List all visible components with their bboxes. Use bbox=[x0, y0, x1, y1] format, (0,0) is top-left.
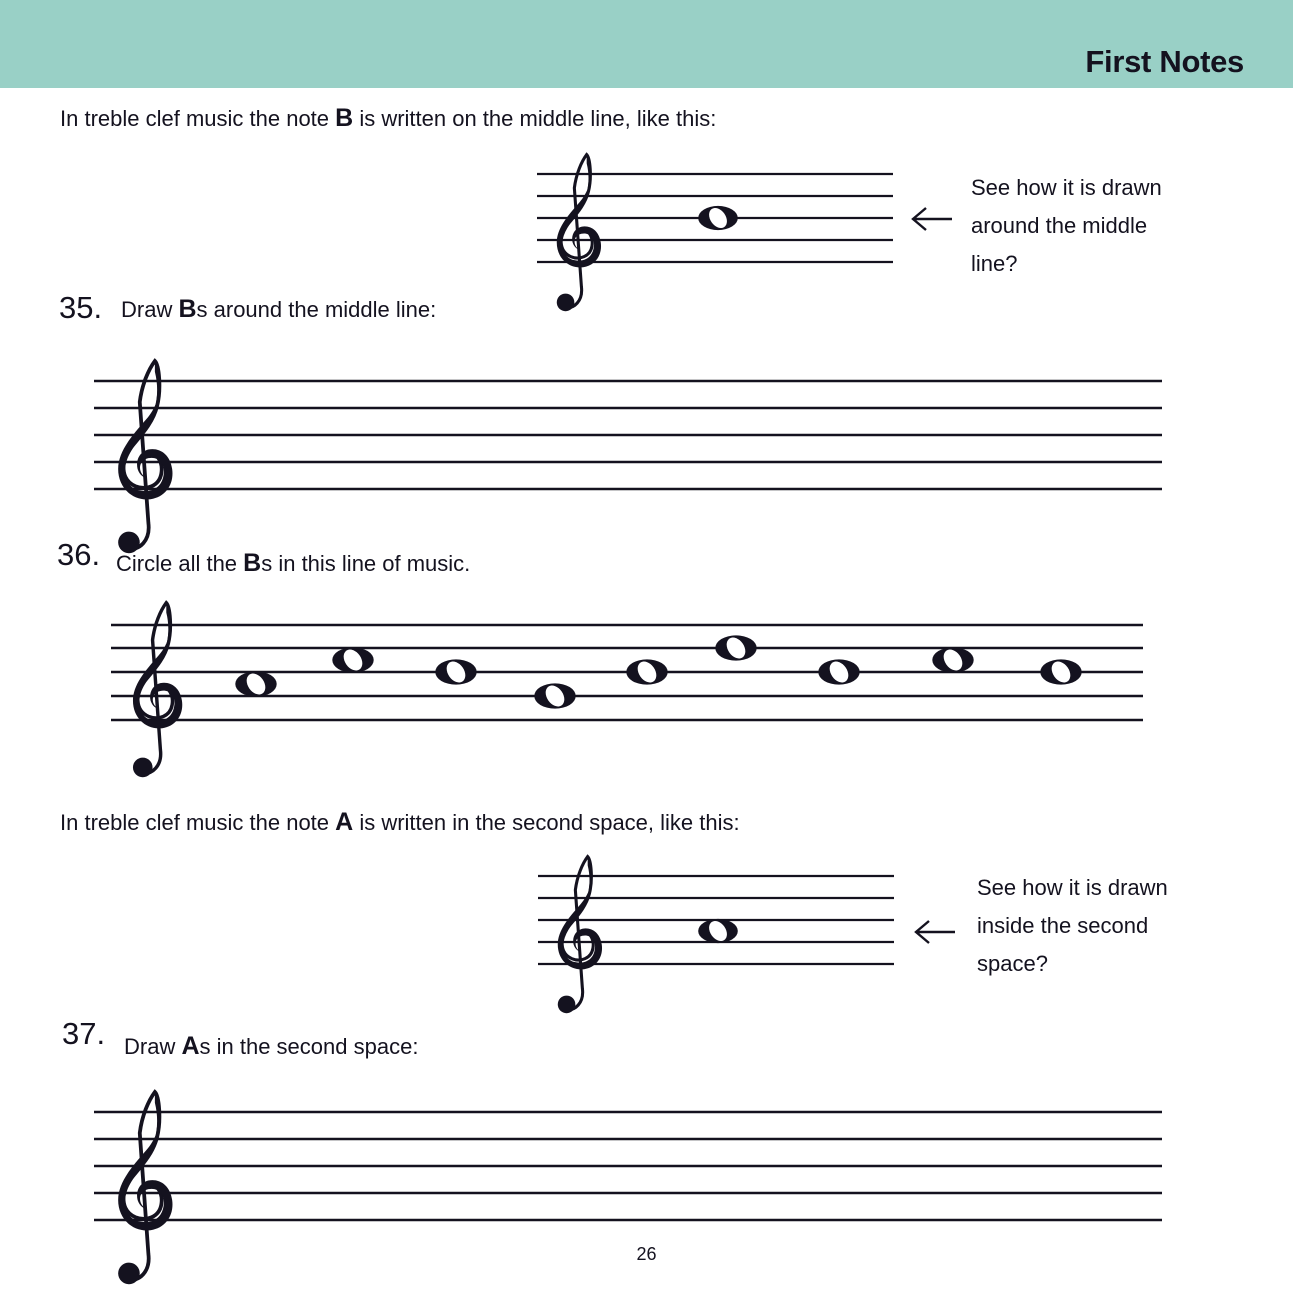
treble-clef-icon bbox=[133, 603, 182, 777]
example-staff-b bbox=[537, 130, 897, 300]
side-note-line: See how it is drawn bbox=[971, 175, 1162, 200]
example-staff-a bbox=[538, 832, 898, 1002]
q37-post: s in the second space: bbox=[199, 1034, 419, 1059]
q35-pre: Draw bbox=[121, 297, 179, 322]
question-number-36: 36. bbox=[57, 537, 101, 572]
q36-pre: Circle all the bbox=[116, 551, 244, 576]
page-header bbox=[0, 0, 1293, 88]
side-note-line: line? bbox=[971, 251, 1018, 276]
b-intro-pre: In treble clef music the note bbox=[60, 106, 336, 131]
q36-instruction bbox=[116, 549, 470, 578]
whole-note-g[interactable] bbox=[534, 682, 575, 710]
question-number-37: 37. bbox=[62, 1016, 106, 1051]
b-side-note bbox=[971, 169, 1201, 283]
b-intro-post: is written on the middle line, like this: bbox=[353, 106, 717, 131]
q35-answer-staff[interactable] bbox=[94, 330, 1164, 540]
whole-note-b[interactable] bbox=[435, 658, 476, 686]
side-note-line: around the middle bbox=[971, 213, 1148, 238]
page-number: 26 bbox=[636, 1244, 657, 1264]
whole-note-c[interactable] bbox=[932, 646, 973, 674]
whole-note-b[interactable] bbox=[818, 658, 859, 686]
a-intro-post: is written in the second space, like this: bbox=[353, 810, 740, 835]
b-intro-text bbox=[60, 104, 716, 133]
q35-post: s around the middle line: bbox=[196, 297, 437, 322]
side-note-line: inside the second bbox=[977, 913, 1149, 938]
q37-answer-staff[interactable] bbox=[94, 1061, 1164, 1271]
q37-note: A bbox=[181, 1032, 200, 1060]
question-number-35: 35. bbox=[59, 290, 103, 325]
b-intro-note: B bbox=[335, 104, 354, 132]
a-intro-note: A bbox=[335, 808, 354, 836]
q36-post: s in this line of music. bbox=[261, 551, 471, 576]
q37-instruction bbox=[124, 1032, 418, 1061]
treble-clef-icon bbox=[118, 361, 172, 553]
treble-clef-icon bbox=[557, 155, 601, 312]
side-note-line: space? bbox=[977, 951, 1048, 976]
q36-note: B bbox=[243, 549, 262, 577]
q36-music-staff bbox=[111, 575, 1151, 765]
treble-clef-icon bbox=[558, 857, 602, 1014]
whole-note-b[interactable] bbox=[1040, 658, 1081, 686]
whole-note-b bbox=[698, 205, 738, 232]
side-note-line: See how it is drawn bbox=[977, 875, 1168, 900]
left-arrow-icon bbox=[910, 206, 954, 237]
whole-note-a[interactable] bbox=[235, 670, 276, 698]
q37-pre: Draw bbox=[124, 1034, 182, 1059]
page-title: First Notes bbox=[1085, 44, 1244, 79]
a-side-note bbox=[977, 869, 1207, 983]
q35-instruction bbox=[121, 295, 436, 324]
a-intro-pre: In treble clef music the note bbox=[60, 810, 336, 835]
whole-note-b[interactable] bbox=[626, 658, 667, 686]
whole-note-d[interactable] bbox=[715, 634, 756, 662]
whole-note-c[interactable] bbox=[332, 646, 373, 674]
left-arrow-icon bbox=[913, 919, 957, 950]
q35-note: B bbox=[178, 295, 197, 323]
whole-note-a bbox=[698, 918, 738, 945]
